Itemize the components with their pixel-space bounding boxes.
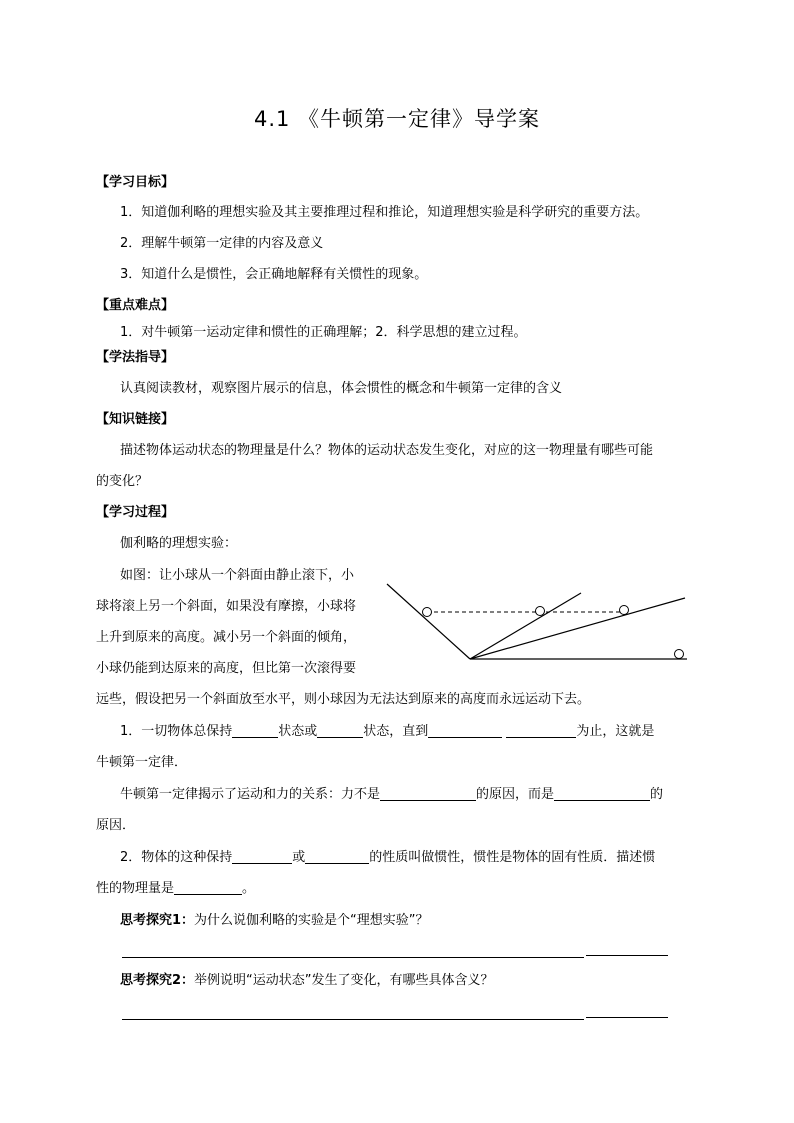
q1b-text-c: 的	[650, 787, 664, 802]
galileo-para-line-1: 如图：让小球从一个斜面由静止滚下，小	[120, 568, 355, 583]
think-question-2	[120, 971, 700, 991]
question-2	[120, 848, 700, 868]
galileo-para-line-2: 球将滚上另一个斜面，如果没有摩擦，小球将	[96, 599, 357, 614]
galileo-para-line-4: 小球仍能到达原来的高度，但比第一次滚得要	[96, 661, 357, 676]
galileo-para-last: 远些，假设把另一个斜面放至水平，则小球因为无法达到原来的高度而永远运动下去。	[96, 692, 591, 707]
goal-item-1: 1．知道伽利略的理想实验及其主要推理过程和推论，知道理想实验是科学研究的重要方法。	[120, 205, 649, 220]
q2-blank-1[interactable]	[232, 849, 292, 864]
goals-heading: 【学习目标】	[96, 175, 175, 190]
think-2-answer-line[interactable]	[122, 1019, 584, 1020]
method-text: 认真阅读教材，观察图片展示的信息，体会惯性的概念和牛顿第一定律的含义	[120, 381, 563, 396]
left-incline	[387, 584, 470, 659]
q2-text-c: 的性质叫做惯性，惯性是物体的固有性质．描述惯	[369, 850, 656, 865]
q1-blank-3[interactable]	[428, 723, 502, 738]
ball-steep-incline	[536, 607, 545, 616]
q2-cont-text-a: 性的物理量是	[96, 881, 175, 896]
q1b-blank-1[interactable]	[380, 786, 476, 801]
steep-right-incline	[470, 593, 581, 659]
page-title: 4.1 《牛顿第一定律》导学案	[253, 107, 541, 131]
q2-text-b: 或	[292, 850, 306, 865]
think-2-text: 举例说明“运动状态”发生了变化，有哪些具体含义？	[194, 973, 494, 988]
q1-text-c: 状态，直到	[363, 724, 429, 739]
think-1-answer-line[interactable]	[122, 957, 584, 958]
knowledge-heading: 【知识链接】	[96, 412, 175, 427]
q1-blank-4[interactable]	[506, 723, 576, 738]
ball-horizontal	[675, 650, 684, 659]
key-points-heading: 【重点难点】	[96, 298, 175, 313]
process-heading: 【学习过程】	[96, 505, 175, 520]
q1b-text-b: 的原因，而是	[476, 787, 555, 802]
method-heading: 【学法指导】	[96, 350, 175, 365]
q2-blank-2[interactable]	[305, 849, 369, 864]
think-question-1	[120, 911, 700, 931]
q1-text-d: 为止，这就是	[576, 724, 655, 739]
think-1-label: 思考探究1：	[120, 913, 195, 928]
think-2-answer-line-tail[interactable]	[586, 1017, 668, 1018]
q1-text-a: 1．一切物体总保持	[120, 724, 233, 739]
knowledge-line-1: 描述物体运动状态的物理量是什么？物体的运动状态发生变化，对应的这一物理量有哪些可能	[120, 443, 654, 458]
think-2-label: 思考探究2：	[120, 973, 195, 988]
q1-continuation: 牛顿第一定律．	[96, 755, 188, 770]
question-1b	[120, 785, 700, 805]
q1b-continuation: 原因．	[96, 818, 136, 833]
ball-shallow-incline	[620, 606, 629, 615]
think-1-answer-line-tail[interactable]	[586, 955, 668, 956]
q1-blank-2[interactable]	[317, 723, 363, 738]
q1b-blank-2[interactable]	[554, 786, 650, 801]
goal-item-3: 3．知道什么是惯性，会正确地解释有关惯性的现象。	[120, 267, 428, 282]
q2-continuation	[96, 879, 700, 899]
q1b-text-a: 牛顿第一定律揭示了运动和力的关系：力不是	[120, 787, 381, 802]
ball-start	[423, 608, 432, 617]
think-1-text: 为什么说伽利略的实验是个“理想实验”？	[194, 913, 429, 928]
q2-text-a: 2．物体的这种保持	[120, 850, 233, 865]
galileo-para-line-3: 上升到原来的高度。减小另一个斜面的倾角，	[96, 630, 357, 645]
galileo-ramp-diagram	[383, 575, 703, 670]
q1-text-b: 状态或	[278, 724, 318, 739]
goal-item-2: 2．理解牛顿第一定律的内容及意义	[120, 236, 324, 251]
q2-cont-text-b: 。	[242, 881, 256, 896]
knowledge-line-2: 的变化？	[96, 474, 149, 489]
q2-blank-3[interactable]	[174, 880, 242, 895]
galileo-intro: 伽利略的理想实验：	[120, 536, 238, 551]
question-1	[120, 722, 700, 742]
key-points-text: 1．对牛顿第一运动定律和惯性的正确理解；2．科学思想的建立过程。	[120, 325, 527, 340]
shallow-right-incline	[470, 598, 685, 659]
q1-blank-1[interactable]	[232, 723, 278, 738]
